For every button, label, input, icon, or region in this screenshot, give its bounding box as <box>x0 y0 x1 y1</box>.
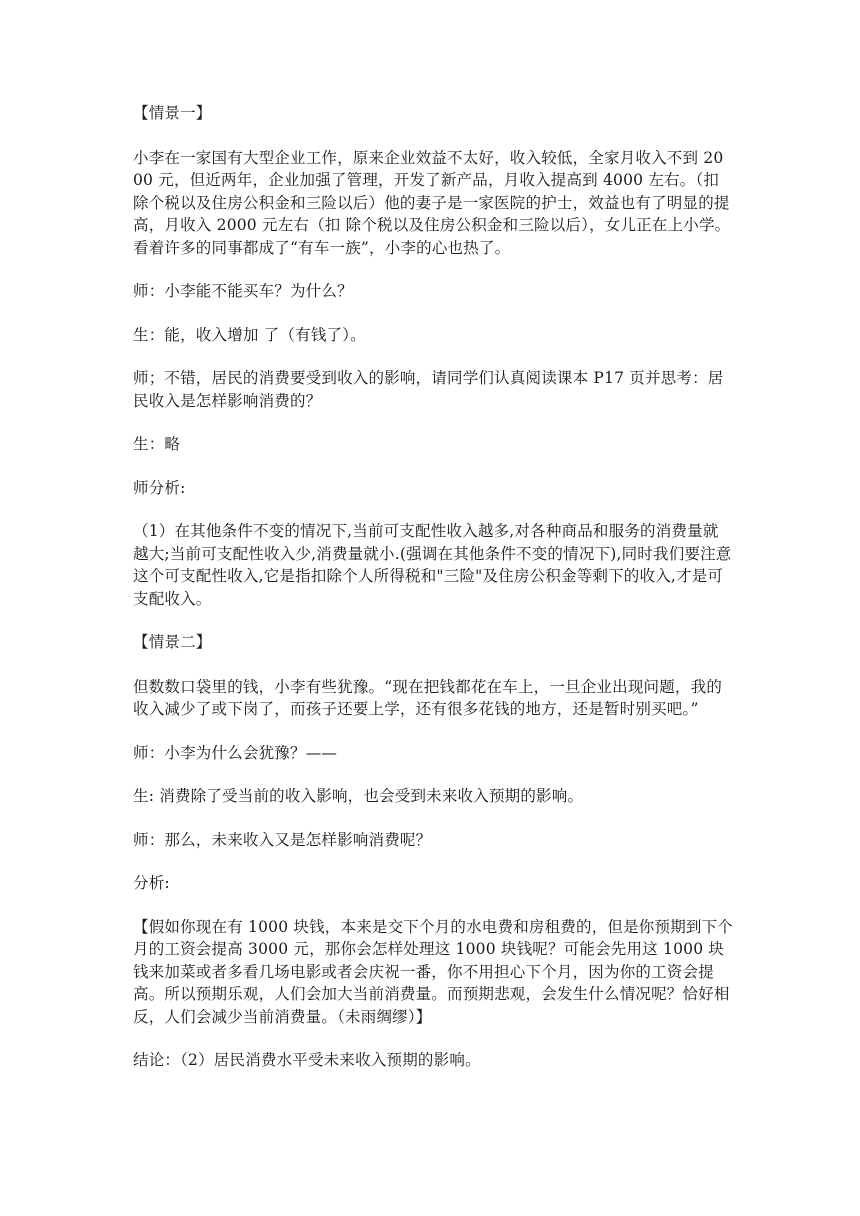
scenario-2-paragraph: 但数数口袋里的钱，小李有些犹豫。“现在把钱都花在车上，一旦企业出现问题，我的收入减少了或下岗了，而孩子还要上学，还有很多花钱的地方，还是暂时别买吧。” <box>133 677 723 718</box>
teacher-question-3: 师：那么，未来收入又是怎样影响消费呢？ <box>133 830 432 849</box>
analysis-point-1: （1）在其他条件不变的情况下,当前可支配性收入越多,对各种商品和服务的消费量就越大;当前可支配性收入少,消费量就小.(强调在其他条件不变的情况下),同时我们要注意这个可支配性收入,它是指扣除个人所得税和"三险"及住房公积金等剩下的收入,才是可支配收入。 <box>133 522 732 608</box>
teacher-comment-1: 师；不错，居民的消费要受到收入的影响，请同学们认真阅读课本 P17 页并思考：居民收入是怎样影响消费的？ <box>133 369 724 410</box>
student-answer-3: 生: 消费除了受当前的收入影响，也会受到未来收入预期的影响。 <box>133 787 584 805</box>
document-page <box>133 102 733 1093</box>
teacher-question-1: 师：小李能不能买车？为什么？ <box>133 282 353 300</box>
student-answer-1: 生：能，收入增加 了（有钱了）。 <box>133 325 366 344</box>
section-heading-2: 【情景二】 <box>133 633 212 651</box>
analysis-label-2: 分析: <box>133 874 170 892</box>
student-answer-2: 生：略 <box>133 435 181 453</box>
analysis-label: 师分析: <box>133 478 186 497</box>
conclusion: 结论：（2）居民消费水平受未来收入预期的影响。 <box>133 1051 481 1069</box>
teacher-question-2: 师：小李为什么会犹豫？—— <box>133 743 338 762</box>
section-heading-1: 【情景一】 <box>133 104 212 122</box>
scenario-1-paragraph: 小李在一家国有大型企业工作，原来企业效益不太好，收入较低，全家月收入不到 2000 元，但近两年，企业加强了管理，开发了新产品，月收入提高到 4000 左右。（扣 除个税以及住房公积金和三险以后）他的妻子是一家医院的护士，效益也有了明显的提高，月收入 2000 元左右（扣 除个税以及住房公积金和三险以后），女儿正在上小学。看着许多的同事都成了“有车一族”，小李的心也热了。 <box>133 148 731 257</box>
example-paragraph: 【假如你现在有 1000 块钱，本来是交下个月的水电费和房租费的，但是你预期到下个月的工资会提高 3000 元，那你会怎样处理这 1000 块钱呢？可能会先用这 1000 块钱来加菜或者多看几场电影或者会庆祝一番，你不用担心下个月，因为你的工资会提高。所以预期乐观，人们会加大当前消费量。而预期悲观，会发生什么情况呢？恰好相反，人们会减少当前消费量。（未雨绸缪）】 <box>133 917 734 1026</box>
